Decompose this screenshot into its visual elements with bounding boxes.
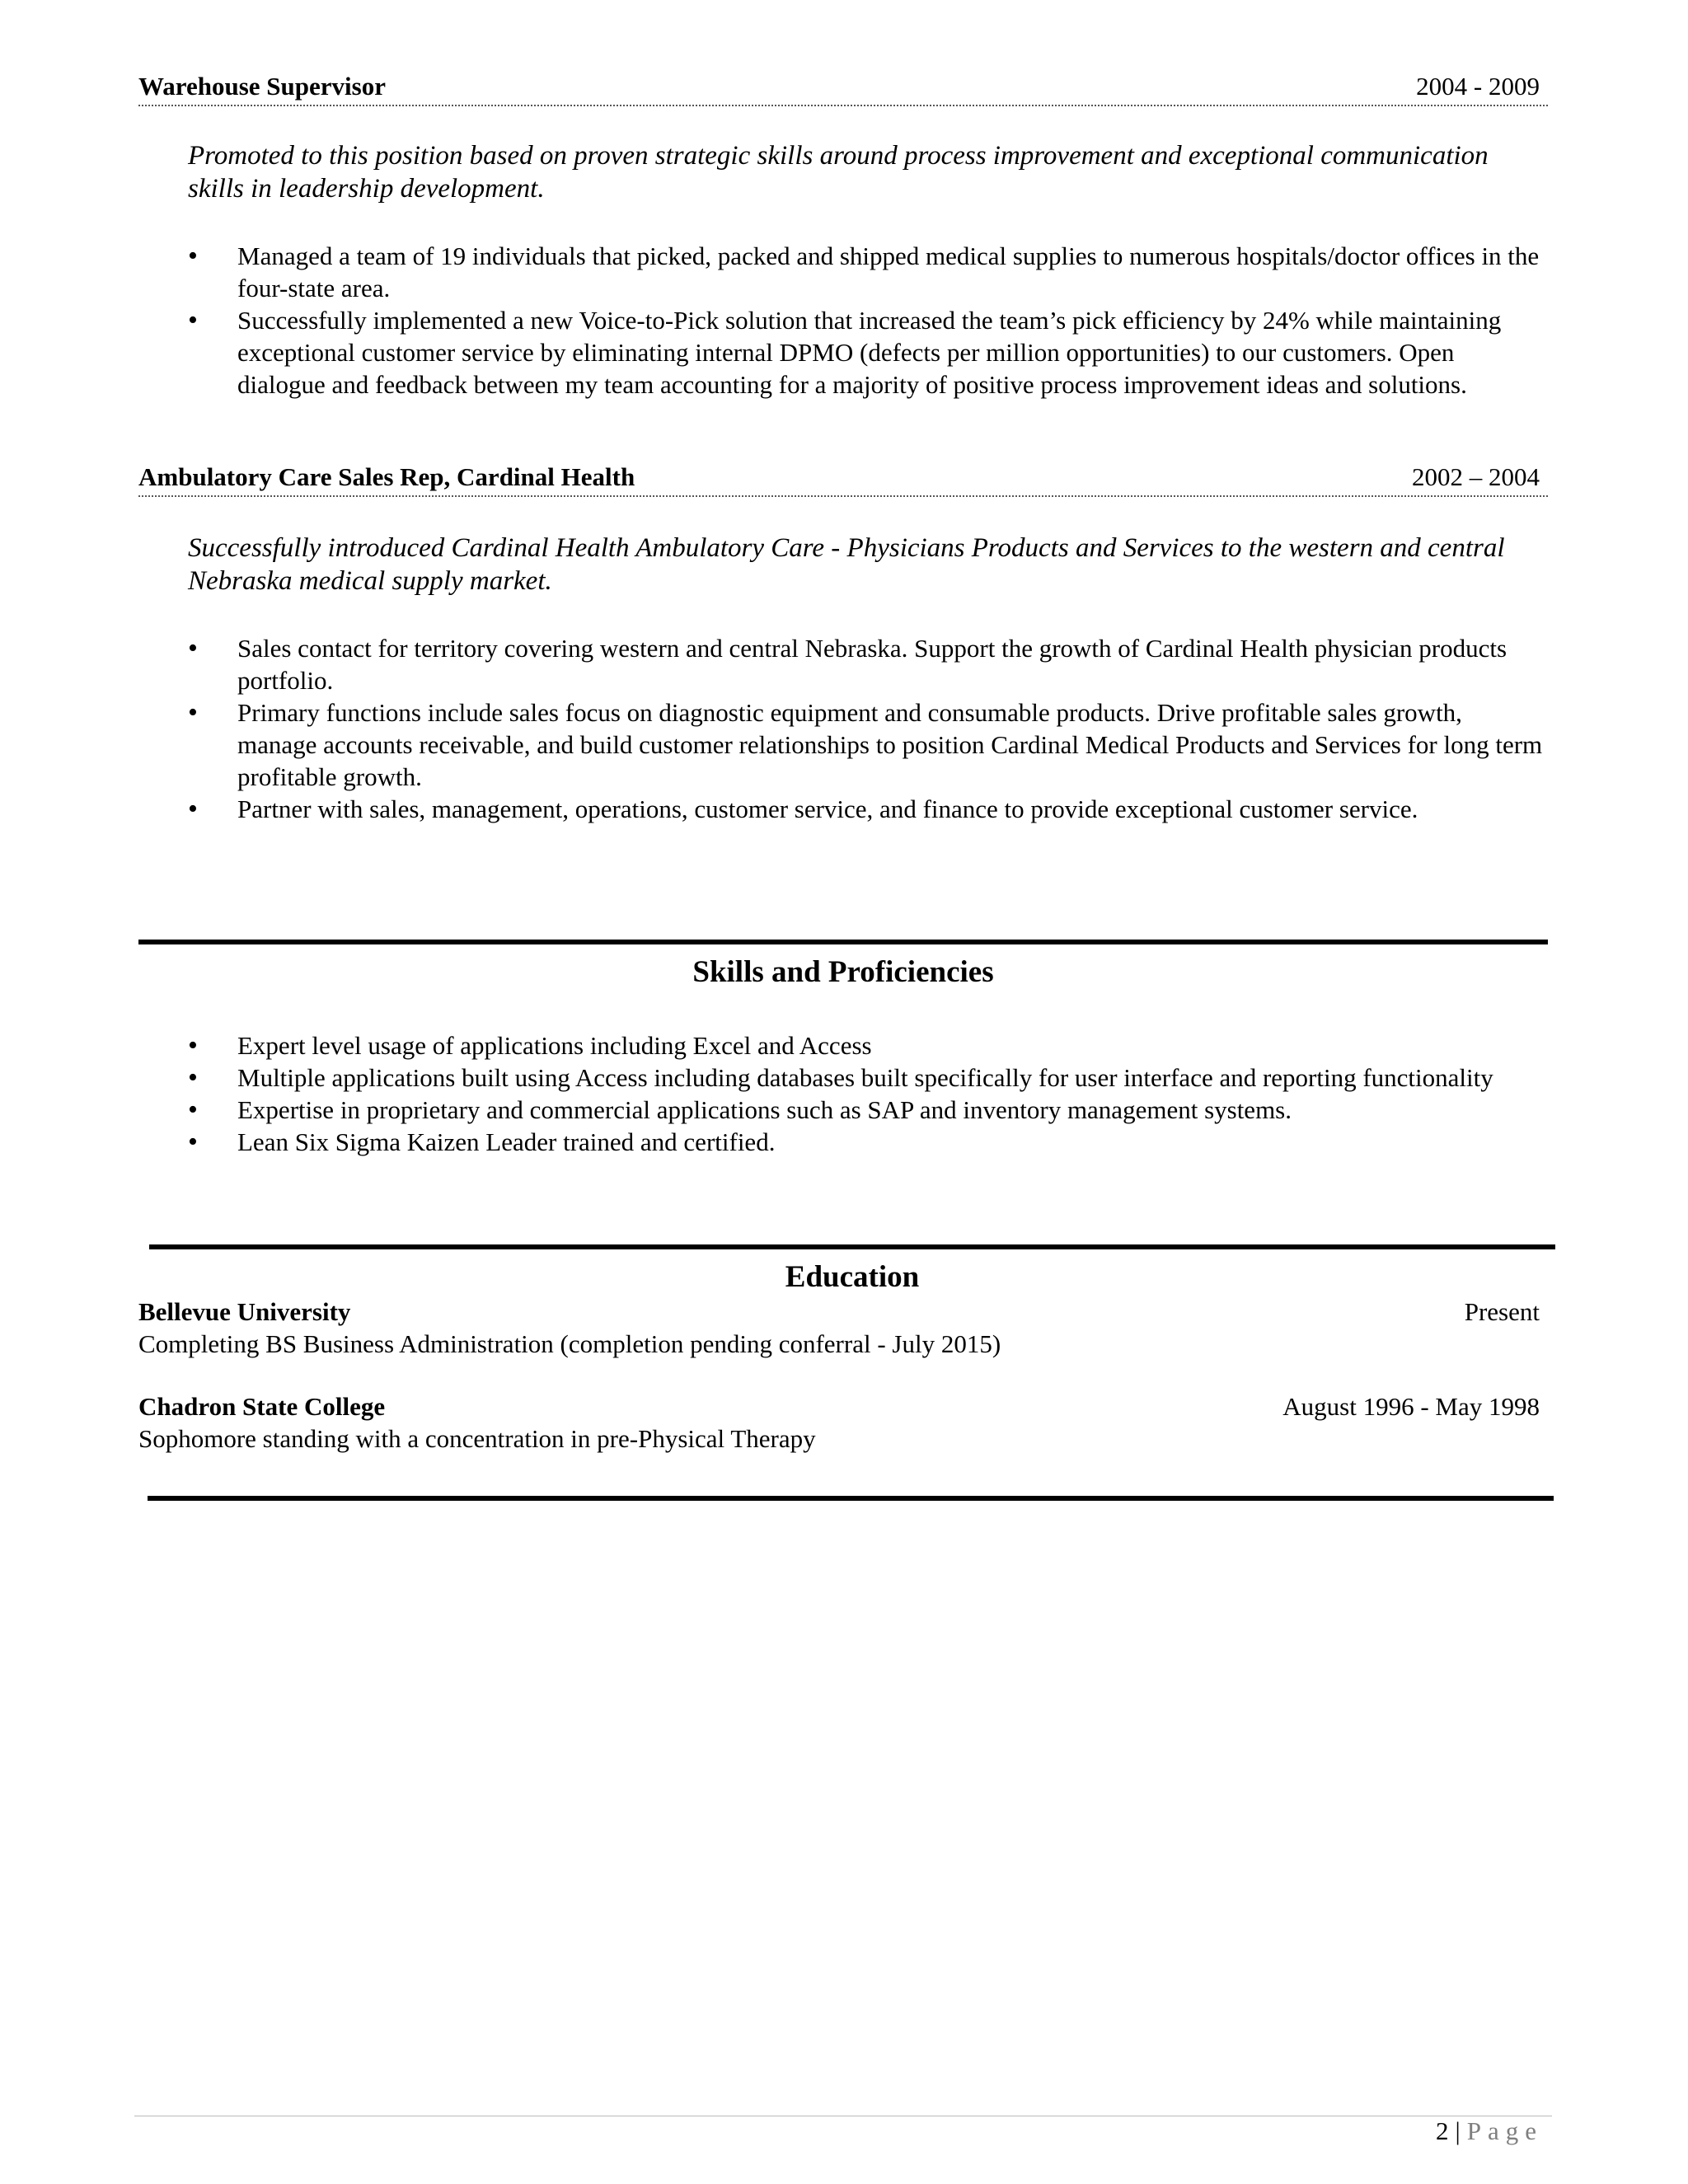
list-item: • Partner with sales, management, operations, customer service, and finance to provide exceptional customer service. — [188, 793, 1548, 825]
job-dates: 2004 - 2009 — [1416, 72, 1540, 101]
list-item: • Successfully implemented a new Voice-to-Pick solution that increased the team’s pick efficiency by 24% while maintaining exceptional customer service by eliminating internal DPMO (defects per million opportunities) to our customers. Open dialogue and feedback between my team accounting for a majority of positive process improvement ideas and solutions. — [188, 304, 1548, 401]
section-divider — [148, 1496, 1554, 1501]
school-name: Bellevue University — [138, 1297, 351, 1326]
job-summary: Successfully introduced Cardinal Health Ambulatory Care - Physicians Products and Services to the western and central Nebraska medical supply market. — [188, 533, 1505, 596]
list-item: • Lean Six Sigma Kaizen Leader trained and certified. — [188, 1126, 1548, 1158]
job-dates: 2002 – 2004 — [1412, 462, 1540, 491]
list-item: • Managed a team of 19 individuals that picked, packed and shipped medical supplies to numerous hospitals/doctor offices in the four-state area. — [188, 240, 1548, 304]
job-bullet-list — [188, 240, 1548, 401]
list-item: • Expert level usage of applications including Excel and Access — [188, 1029, 1548, 1062]
list-item: • Expertise in proprietary and commercial applications such as SAP and inventory management systems. — [188, 1094, 1548, 1126]
page-label: Page — [1466, 2116, 1543, 2145]
footer-separator: | — [1455, 2116, 1461, 2145]
education-heading: Education — [785, 1260, 920, 1294]
education-entry-chadron — [138, 1392, 1548, 1422]
job-title: Warehouse Supervisor — [138, 72, 386, 101]
education-detail: Sophomore standing with a concentration in pre-Physical Therapy — [138, 1424, 816, 1453]
section-divider — [138, 940, 1548, 944]
list-item: • Multiple applications built using Access including databases built specifically for user interface and reporting functionality — [188, 1062, 1548, 1094]
job-header-ambulatory-care-sales-rep — [138, 464, 1548, 497]
job-summary: Promoted to this position based on proven strategic skills around process improvement and exceptional communication skills in leadership development. — [188, 141, 1489, 204]
education-entry-bellevue — [138, 1297, 1548, 1327]
school-name: Chadron State College — [138, 1392, 386, 1421]
list-item: • Sales contact for territory covering western and central Nebraska. Support the growth of Cardinal Health physician products portfolio. — [188, 632, 1548, 696]
job-header-warehouse-supervisor — [138, 73, 1548, 106]
education-detail: Completing BS Business Administration (completion pending conferral - July 2015) — [138, 1329, 1001, 1358]
education-dates: August 1996 - May 1998 — [1282, 1392, 1540, 1421]
skills-list — [188, 1029, 1548, 1158]
section-divider — [149, 1244, 1555, 1249]
job-title: Ambulatory Care Sales Rep, Cardinal Health — [138, 462, 635, 491]
list-item: • Primary functions include sales focus on diagnostic equipment and consumable products. Drive profitable sales growth, manage accounts receivable, and build customer relationships to position Cardinal Medical Products and Services for long term profitable growth. — [188, 696, 1548, 793]
page-footer — [1436, 2116, 1543, 2146]
page-number: 2 — [1436, 2116, 1449, 2145]
skills-heading: Skills and Proficiencies — [692, 955, 994, 989]
education-dates: Present — [1464, 1297, 1540, 1326]
job-bullet-list — [188, 632, 1548, 825]
